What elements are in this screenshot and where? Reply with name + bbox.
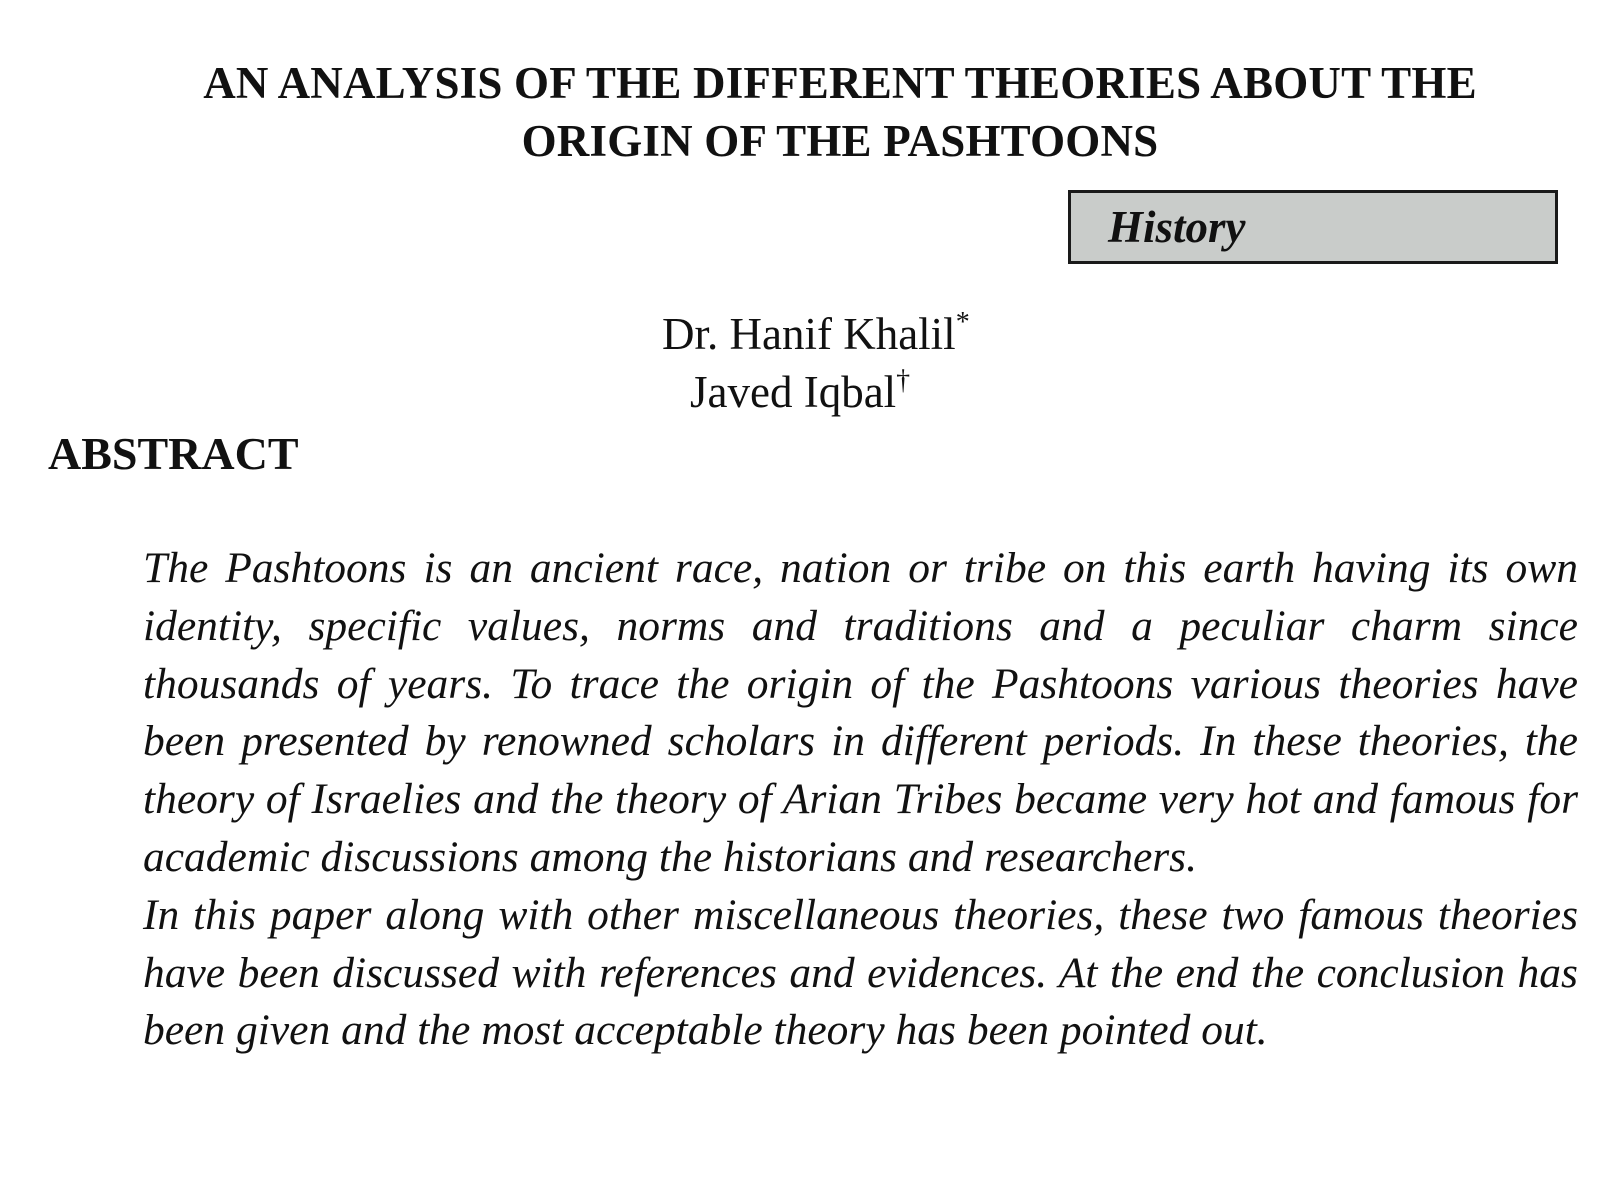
paper-title xyxy=(60,54,1616,170)
paper-title-line-1: AN ANALYSIS OF THE DIFFERENT THEORIES ABOUT THE xyxy=(203,58,1477,109)
abstract-paragraph-1: The Pashtoons is an ancient race, nation or tribe on this earth having its own identity, specific values, norms and traditions and a peculiar charm since thousands of years. To trace the origin of the Pashtoons various theories have been presented by renowned scholars in different periods. In these theories, the theory of Israelies and the theory of Arian Tribes became very hot and famous for academic discussions among the historians and researchers. xyxy=(143,544,1578,881)
paper-title-line-2: ORIGIN OF THE PASHTOONS xyxy=(521,116,1159,167)
subject-category-box xyxy=(1068,190,1558,264)
author-2-footnote-mark: † xyxy=(896,365,911,396)
author-1-name: Dr. Hanif Khalil xyxy=(662,309,956,359)
author-2 xyxy=(690,362,910,422)
abstract-paragraph-2: In this paper along with other miscellaneous theories, these two famous theories have been discussed with references and evidences. At the end the conclusion has been given and the most acceptable theory has been pointed out. xyxy=(143,890,1578,1055)
abstract-heading: ABSTRACT xyxy=(48,428,299,479)
author-2-name: Javed Iqbal xyxy=(690,367,897,417)
author-1 xyxy=(662,304,970,364)
author-1-footnote-mark: * xyxy=(955,307,970,338)
abstract-body xyxy=(143,540,1578,1060)
subject-category-label: History xyxy=(1108,202,1246,252)
